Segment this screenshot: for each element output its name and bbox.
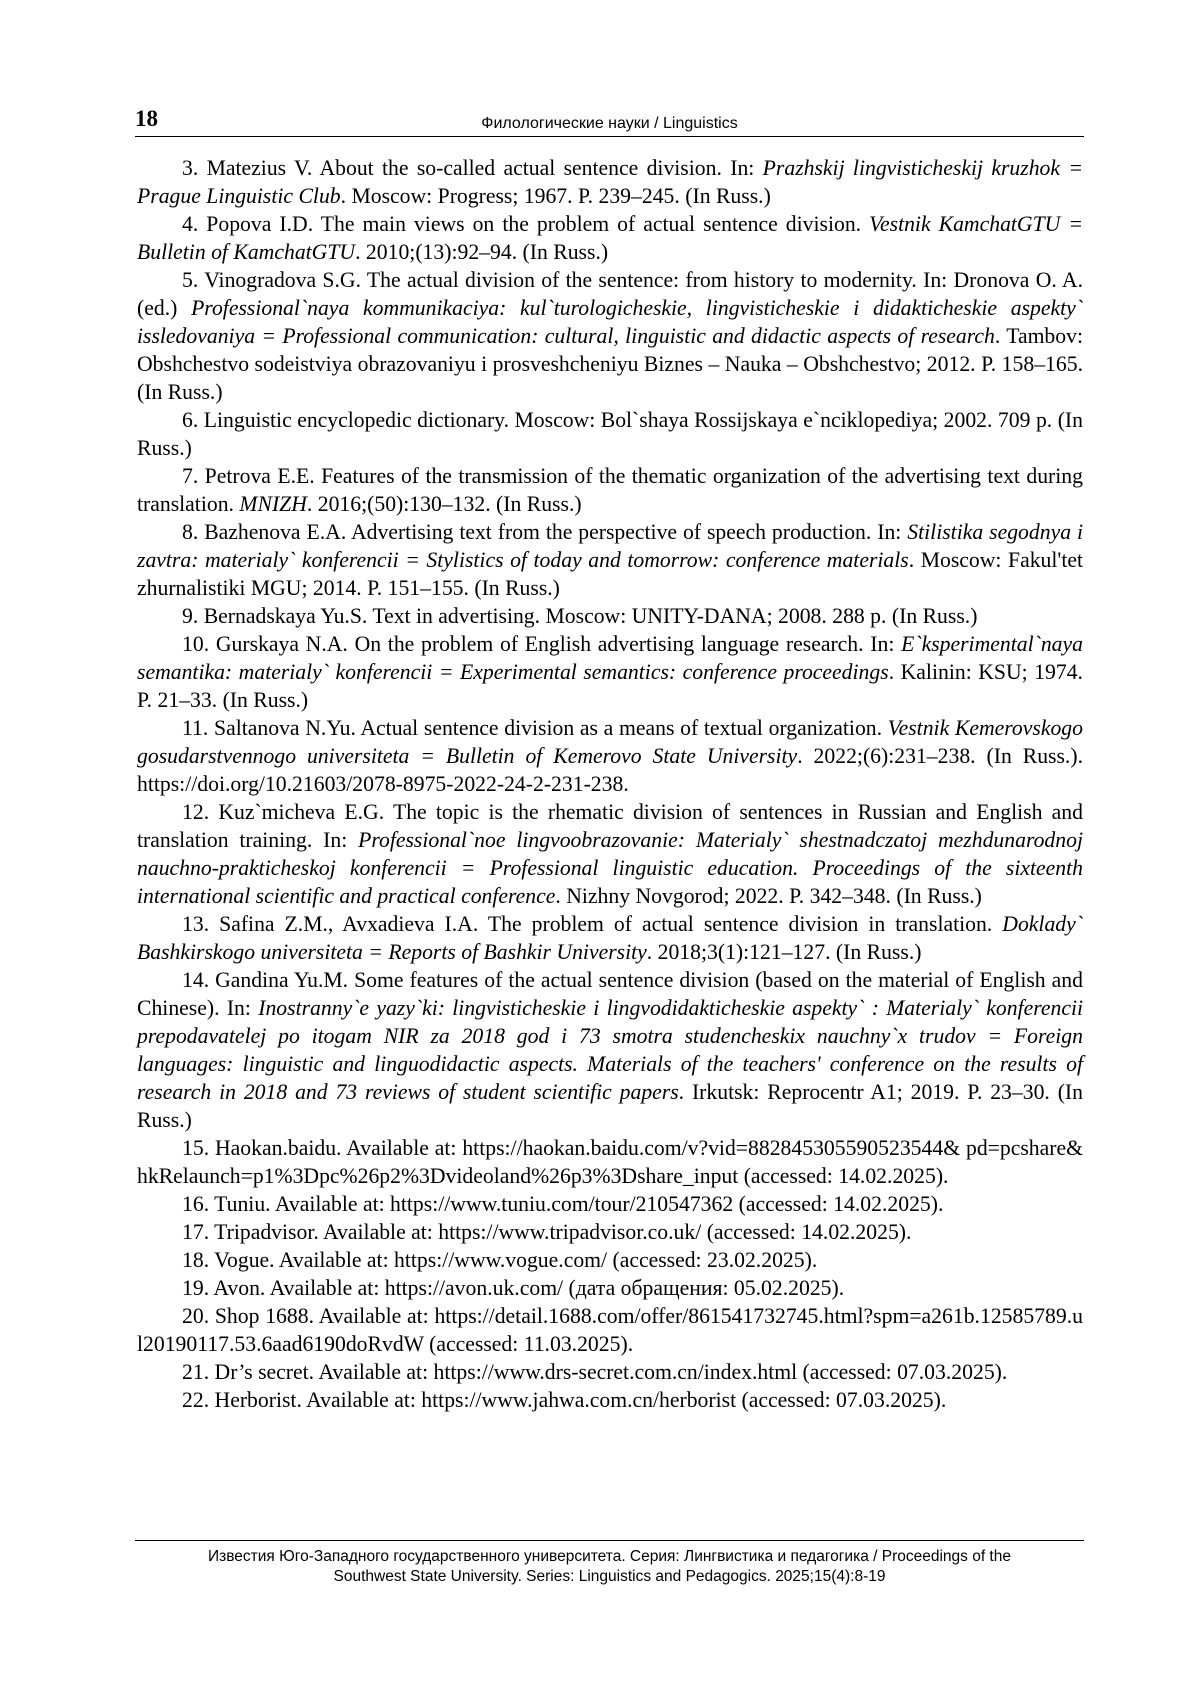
reference-item: 20. Shop 1688. Available at: https://detail.1688.com/offer/861541732745.html?spm=a261b.12585789.ul20190117.53.6aad6190doRvdW (accessed: 11.03.2025).: [137, 1304, 1083, 1356]
page-number: 18: [135, 106, 158, 131]
reference-item: 10. Gurskaya N.A. On the problem of English advertising language research. In: E`ksperimental`naya semantika: materialy` konferencii = Experimental semantics: conference proceedings. Kalinin: KSU; 1974. P. 21–33. (In Russ.): [137, 632, 1083, 712]
reference-item: 12. Kuz`micheva E.G. The topic is the rhematic division of sentences in Russian and English and translation training. In: Professional`noe lingvoobrazovanie: Materialy` shestnadczatoj mezhdunarodnoj nauchno-prakticheskoj konferencii = Professional linguistic education. Proceedings of the sixteenth international scientific and practical conference. Nizhny Novgorod; 2022. P. 342–348. (In Russ.): [137, 800, 1083, 908]
reference-item: 7. Petrova E.E. Features of the transmission of the thematic organization of the advertising text during translation. MNIZH. 2016;(50):130–132. (In Russ.): [137, 464, 1083, 516]
reference-item: 19. Avon. Available at: https://avon.uk.com/ (дата обращения: 05.02.2025).: [182, 1276, 845, 1300]
reference-item: 15. Haokan.baidu. Available at: https://haokan.baidu.com/v?vid=882845305590523544& pd=pcshare&hkRelaunch=p1%3Dpc%26p2%3Dvideoland%26p3%3Dshare_input (accessed: 14.02.2025).: [137, 1136, 1083, 1188]
page-header: [135, 106, 1084, 137]
reference-item: 4. Popova I.D. The main views on the problem of actual sentence division. Vestnik KamchatGTU = Bulletin of KamchatGTU. 2010;(13):92–94. (In Russ.): [137, 212, 1083, 264]
page-footer: [135, 1540, 1084, 1587]
reference-item: 8. Bazhenova E.A. Advertising text from the perspective of speech production. In: Stilistika segodnya i zavtra: materialy` konferencii = Stylistics of today and tomorrow: conference materials. Moscow: Fakul'tet zhurnalistiki MGU; 2014. P. 151–155. (In Russ.): [137, 520, 1083, 600]
reference-item: 14. Gandina Yu.M. Some features of the actual sentence division (based on the material of English and Chinese). In: Inostranny`e yazy`ki: lingvisticheskie i lingvodidakticheskie aspekty` : Materialy` konferencii prepodavatelej po itogam NIR za 2018 god i 73 smotra studencheskix nauchny`x trudov = Foreign languages: linguistic and linguodidactic aspects. Materials of the teachers' conference on the results of research in 2018 and 73 reviews of student scientific papers. Irkutsk: Reprocentr A1; 2019. P. 23–30. (In Russ.): [137, 968, 1084, 1132]
reference-item: 13. Safina Z.M., Avxadieva I.A. The problem of actual sentence division in translation. Doklady` Bashkirskogo universiteta = Reports of Bashkir University. 2018;3(1):121–127. (In Russ.): [137, 912, 1083, 964]
footer-citation-line-2: Southwest State University. Series: Linguistics and Pedagogics. 2025;15(4):8-19: [333, 1568, 886, 1585]
running-title: Филологические науки / Linguistics: [481, 115, 738, 132]
footer-citation-line-1: Известия Юго-Западного государственного университета. Серия: Лингвистика и педагогика / Proceedings of the: [208, 1548, 1011, 1565]
reference-item: 11. Saltanova N.Yu. Actual sentence division as a means of textual organization. Vestnik Kemerovskogo gosudarstvennogo universiteta = Bulletin of Kemerovo State University. 2022;(6):231–238. (In Russ.). https://doi.org/10.21603/2078-8975-2022-24-2-231-238.: [137, 716, 1084, 796]
reference-item: 17. Tripadvisor. Available at: https://www.tripadvisor.co.uk/ (accessed: 14.02.2025).: [182, 1220, 912, 1244]
reference-item: 6. Linguistic encyclopedic dictionary. Moscow: Bol`shaya Rossijskaya e`nciklopediya; 2002. 709 p. (In Russ.): [137, 408, 1083, 460]
reference-list: [137, 154, 1083, 1414]
reference-item: 3. Matezius V. About the so-called actual sentence division. In: Prazhskij lingvisticheskij kruzhok = Prague Linguistic Club. Moscow: Progress; 1967. P. 239–245. (In Russ.): [137, 156, 1083, 208]
reference-item: 16. Tuniu. Available at: https://www.tuniu.com/tour/210547362 (accessed: 14.02.2025).: [182, 1192, 944, 1216]
reference-item: 5. Vinogradova S.G. The actual division of the sentence: from history to modernity. In: Dronova O. A. (ed.) Professional`naya kommunikaciya: kul`turologicheskie, lingvisticheskie i didakticheskie aspekty` issledovaniya = Professional communication: cultural, linguistic and didactic aspects of research. Tambov: Obshchestvo sodeistviya obrazovaniyu i prosveshcheniyu Biznes – Nauka – Obshchestvo; 2012. P. 158–165. (In Russ.): [137, 268, 1083, 404]
reference-item: 18. Vogue. Available at: https://www.vogue.com/ (accessed: 23.02.2025).: [182, 1248, 818, 1272]
reference-item: 21. Dr’s secret. Available at: https://www.drs-secret.com.cn/index.html (accessed: 07.03.2025).: [182, 1360, 1008, 1384]
reference-item: 22. Herborist. Available at: https://www.jahwa.com.cn/herborist (accessed: 07.03.2025).: [182, 1388, 947, 1412]
reference-item: 9. Bernadskaya Yu.S. Text in advertising. Moscow: UNITY-DANA; 2008. 288 p. (In Russ.): [182, 604, 978, 628]
